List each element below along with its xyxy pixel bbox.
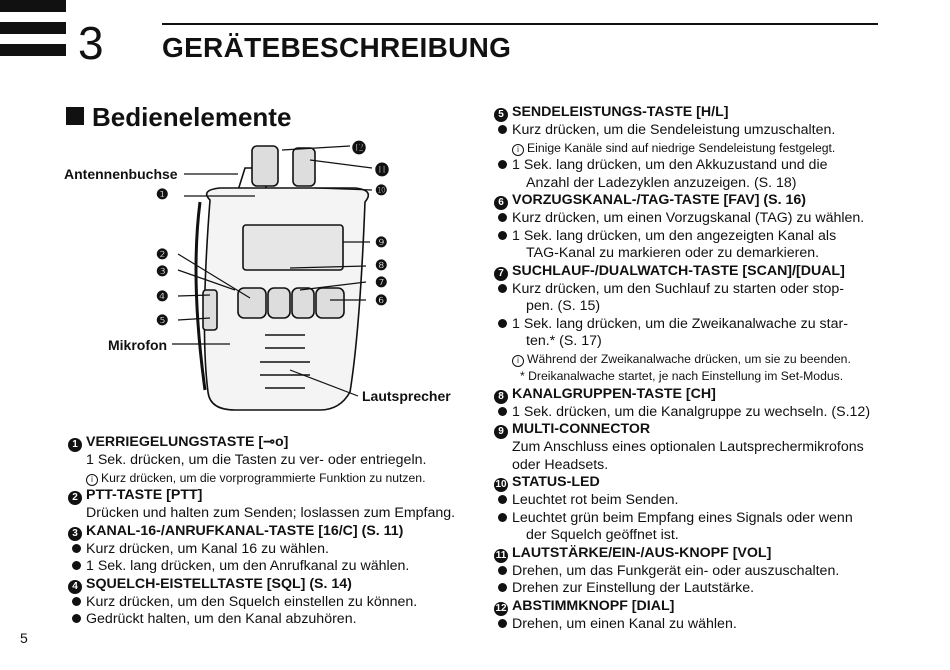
info-icon: i — [86, 474, 98, 486]
number-badge-icon: 12 — [495, 602, 507, 614]
item-heading: 4 SQUELCH-EISTELLTASTE [SQL] (S. 14) — [68, 576, 468, 594]
section-heading: Bedienelemente — [66, 102, 291, 133]
bullet-continuation: ten.* (S. 17) — [526, 333, 602, 349]
bullet-item: Drehen, um das Funkgerät ein- oder auszuschalten. — [494, 563, 914, 581]
item-heading: 9 MULTI-CONNECTOR — [494, 421, 914, 439]
callout-1: ❶ — [156, 186, 169, 202]
bullet-item: Kurz drücken, um den Suchlauf zu starten oder stop- — [494, 281, 914, 299]
bullet-item: 1 Sek. lang drücken, um den Anrufkanal zu wählen. — [68, 558, 468, 576]
number-badge-icon: 2 — [68, 491, 82, 505]
number-badge-icon: 1 — [68, 438, 82, 452]
bullet-icon — [72, 597, 81, 606]
info-icon: i — [512, 144, 524, 156]
callout-10: ❿ — [375, 182, 388, 198]
item-heading: 1 VERRIEGELUNGSTASTE [⊸o] — [68, 434, 468, 452]
mic-label: Mikrofon — [108, 337, 168, 353]
callout-7: ❼ — [375, 274, 388, 290]
bullet-item: Gedrückt halten, um den Kanal abzuhören. — [68, 611, 468, 629]
body-text: oder Headsets. — [512, 456, 609, 473]
left-description-column — [68, 434, 468, 629]
chapter-title: GERÄTEBESCHREIBUNG — [162, 32, 512, 63]
bullet-continuation: pen. (S. 15) — [526, 298, 601, 314]
body-text: 1 Sek. drücken, um die Tasten zu ver- oder entriegeln. — [86, 452, 427, 468]
bullet-item: 1 Sek. lang drücken, um den Akkuzustand und die — [494, 157, 914, 175]
bullet-item: Drehen zur Einstellung der Lautstärke. — [494, 580, 914, 598]
note-line: i Während der Zweikanalwache drücken, um sie zu beenden. — [494, 351, 914, 369]
body-text: Drücken und halten zum Senden; loslassen zum Empfang. — [86, 505, 456, 521]
callout-4: ❹ — [156, 288, 169, 304]
page-number: 5 — [20, 630, 28, 646]
bullet-item: Drehen, um einen Kanal zu wählen. — [494, 616, 914, 634]
bullet-icon — [498, 231, 507, 240]
bullet-icon — [498, 407, 507, 416]
bullet-icon — [72, 544, 81, 553]
bullet-icon — [498, 566, 507, 575]
number-badge-icon: 5 — [494, 108, 508, 122]
number-badge-icon: 6 — [494, 196, 508, 210]
bullet-item: 1 Sek. lang drücken, um den angezeigten Kanal als — [494, 228, 914, 246]
number-badge-icon: 7 — [494, 267, 508, 281]
callout-8: ❽ — [375, 257, 388, 273]
item-heading: 11 LAUTSTÄRKE/EIN-/AUS-KNOPF [VOL] — [495, 544, 772, 561]
chapter-tab-top — [0, 0, 66, 12]
number-badge-icon: 9 — [494, 425, 508, 439]
item-heading: 2 PTT-TASTE [PTT] — [68, 487, 468, 505]
bullet-item: Kurz drücken, um die Sendeleistung umzuschalten. — [494, 122, 914, 140]
bullet-item: 1 Sek. lang drücken, um die Zweikanalwache zu star- — [494, 316, 914, 334]
bullet-item: Kurz drücken, um Kanal 16 zu wählen. — [68, 541, 468, 559]
callout-12: ⓬ — [352, 140, 366, 156]
antenna-label: Antennenbuchse — [64, 166, 178, 182]
chapter-number: 3 — [78, 17, 104, 69]
callout-2: ❷ — [156, 246, 169, 262]
bullet-icon — [72, 561, 81, 570]
chapter-tab-bottom — [0, 44, 66, 56]
note-line: i Einige Kanäle sind auf niedrige Sendeleistung festgelegt. — [494, 140, 914, 158]
number-badge-icon: 11 — [495, 549, 507, 561]
chapter-tab-mid — [0, 22, 66, 34]
bullet-continuation: TAG-Kanal zu markieren oder zu demarkieren. — [526, 245, 820, 261]
bullet-item: Kurz drücken, um den Squelch einstellen zu können. — [68, 594, 468, 612]
bullet-icon — [498, 160, 507, 169]
bullet-icon — [498, 495, 507, 504]
bullet-icon — [498, 583, 507, 592]
number-badge-icon: 3 — [68, 527, 82, 541]
bullet-item: Leuchtet rot beim Senden. — [494, 492, 914, 510]
bullet-item: 1 Sek. drücken, um die Kanalgruppe zu wechseln. (S.12) — [494, 404, 914, 422]
number-badge-icon: 4 — [68, 580, 82, 594]
bullet-item: Kurz drücken, um einen Vorzugskanal (TAG) zu wählen. — [494, 210, 914, 228]
bullet-item: Leuchtet grün beim Empfang eines Signals oder wenn — [494, 510, 914, 528]
bullet-icon — [498, 619, 507, 628]
item-heading: 3 KANAL-16-/ANRUFKANAL-TASTE [16/C] (S. 11) — [68, 523, 468, 541]
header-rule — [162, 23, 878, 25]
bullet-continuation: der Squelch geöffnet ist. — [526, 527, 679, 543]
callout-5: ❺ — [156, 312, 169, 328]
item-heading: 10 STATUS-LED — [495, 474, 600, 490]
body-text: Zum Anschluss eines optionalen Lautsprechermikrofons — [512, 439, 864, 455]
item-heading: 7 SUCHLAUF-/DUALWATCH-TASTE [SCAN]/[DUAL] — [494, 263, 914, 281]
info-icon: i — [512, 355, 524, 367]
bullet-icon — [498, 319, 507, 328]
callout-9: ❾ — [375, 234, 388, 250]
bullet-icon — [498, 213, 507, 222]
callout-11: ⓫ — [375, 162, 389, 178]
item-heading: 8 KANALGRUPPEN-TASTE [CH] — [494, 386, 914, 404]
bullet-continuation: Anzahl der Ladezyklen anzuzeigen. (S. 18) — [526, 174, 797, 191]
callout-6: ❻ — [375, 292, 388, 308]
footnote-line: * Dreikanalwache startet, je nach Einstellung im Set-Modus. — [520, 369, 844, 383]
item-heading: 12 ABSTIMMKNOPF [DIAL] — [495, 597, 675, 614]
item-heading: 6 VORZUGSKANAL-/TAG-TASTE [FAV] (S. 16) — [494, 192, 914, 210]
item-heading: 5 SENDELEISTUNGS-TASTE [H/L] — [494, 104, 914, 122]
speaker-label: Lautsprecher — [362, 388, 451, 404]
bullet-icon — [498, 284, 507, 293]
right-description-column — [494, 104, 914, 633]
bullet-icon — [498, 125, 507, 134]
bullet-icon — [72, 614, 81, 623]
callout-3: ❸ — [156, 263, 169, 279]
bullet-icon — [498, 513, 507, 522]
square-bullet-icon — [66, 107, 84, 125]
number-badge-icon: 8 — [494, 390, 508, 404]
note-line: i Kurz drücken, um die vorprogrammierte Funktion zu nutzen. — [68, 470, 468, 488]
number-badge-icon: 10 — [495, 479, 507, 490]
